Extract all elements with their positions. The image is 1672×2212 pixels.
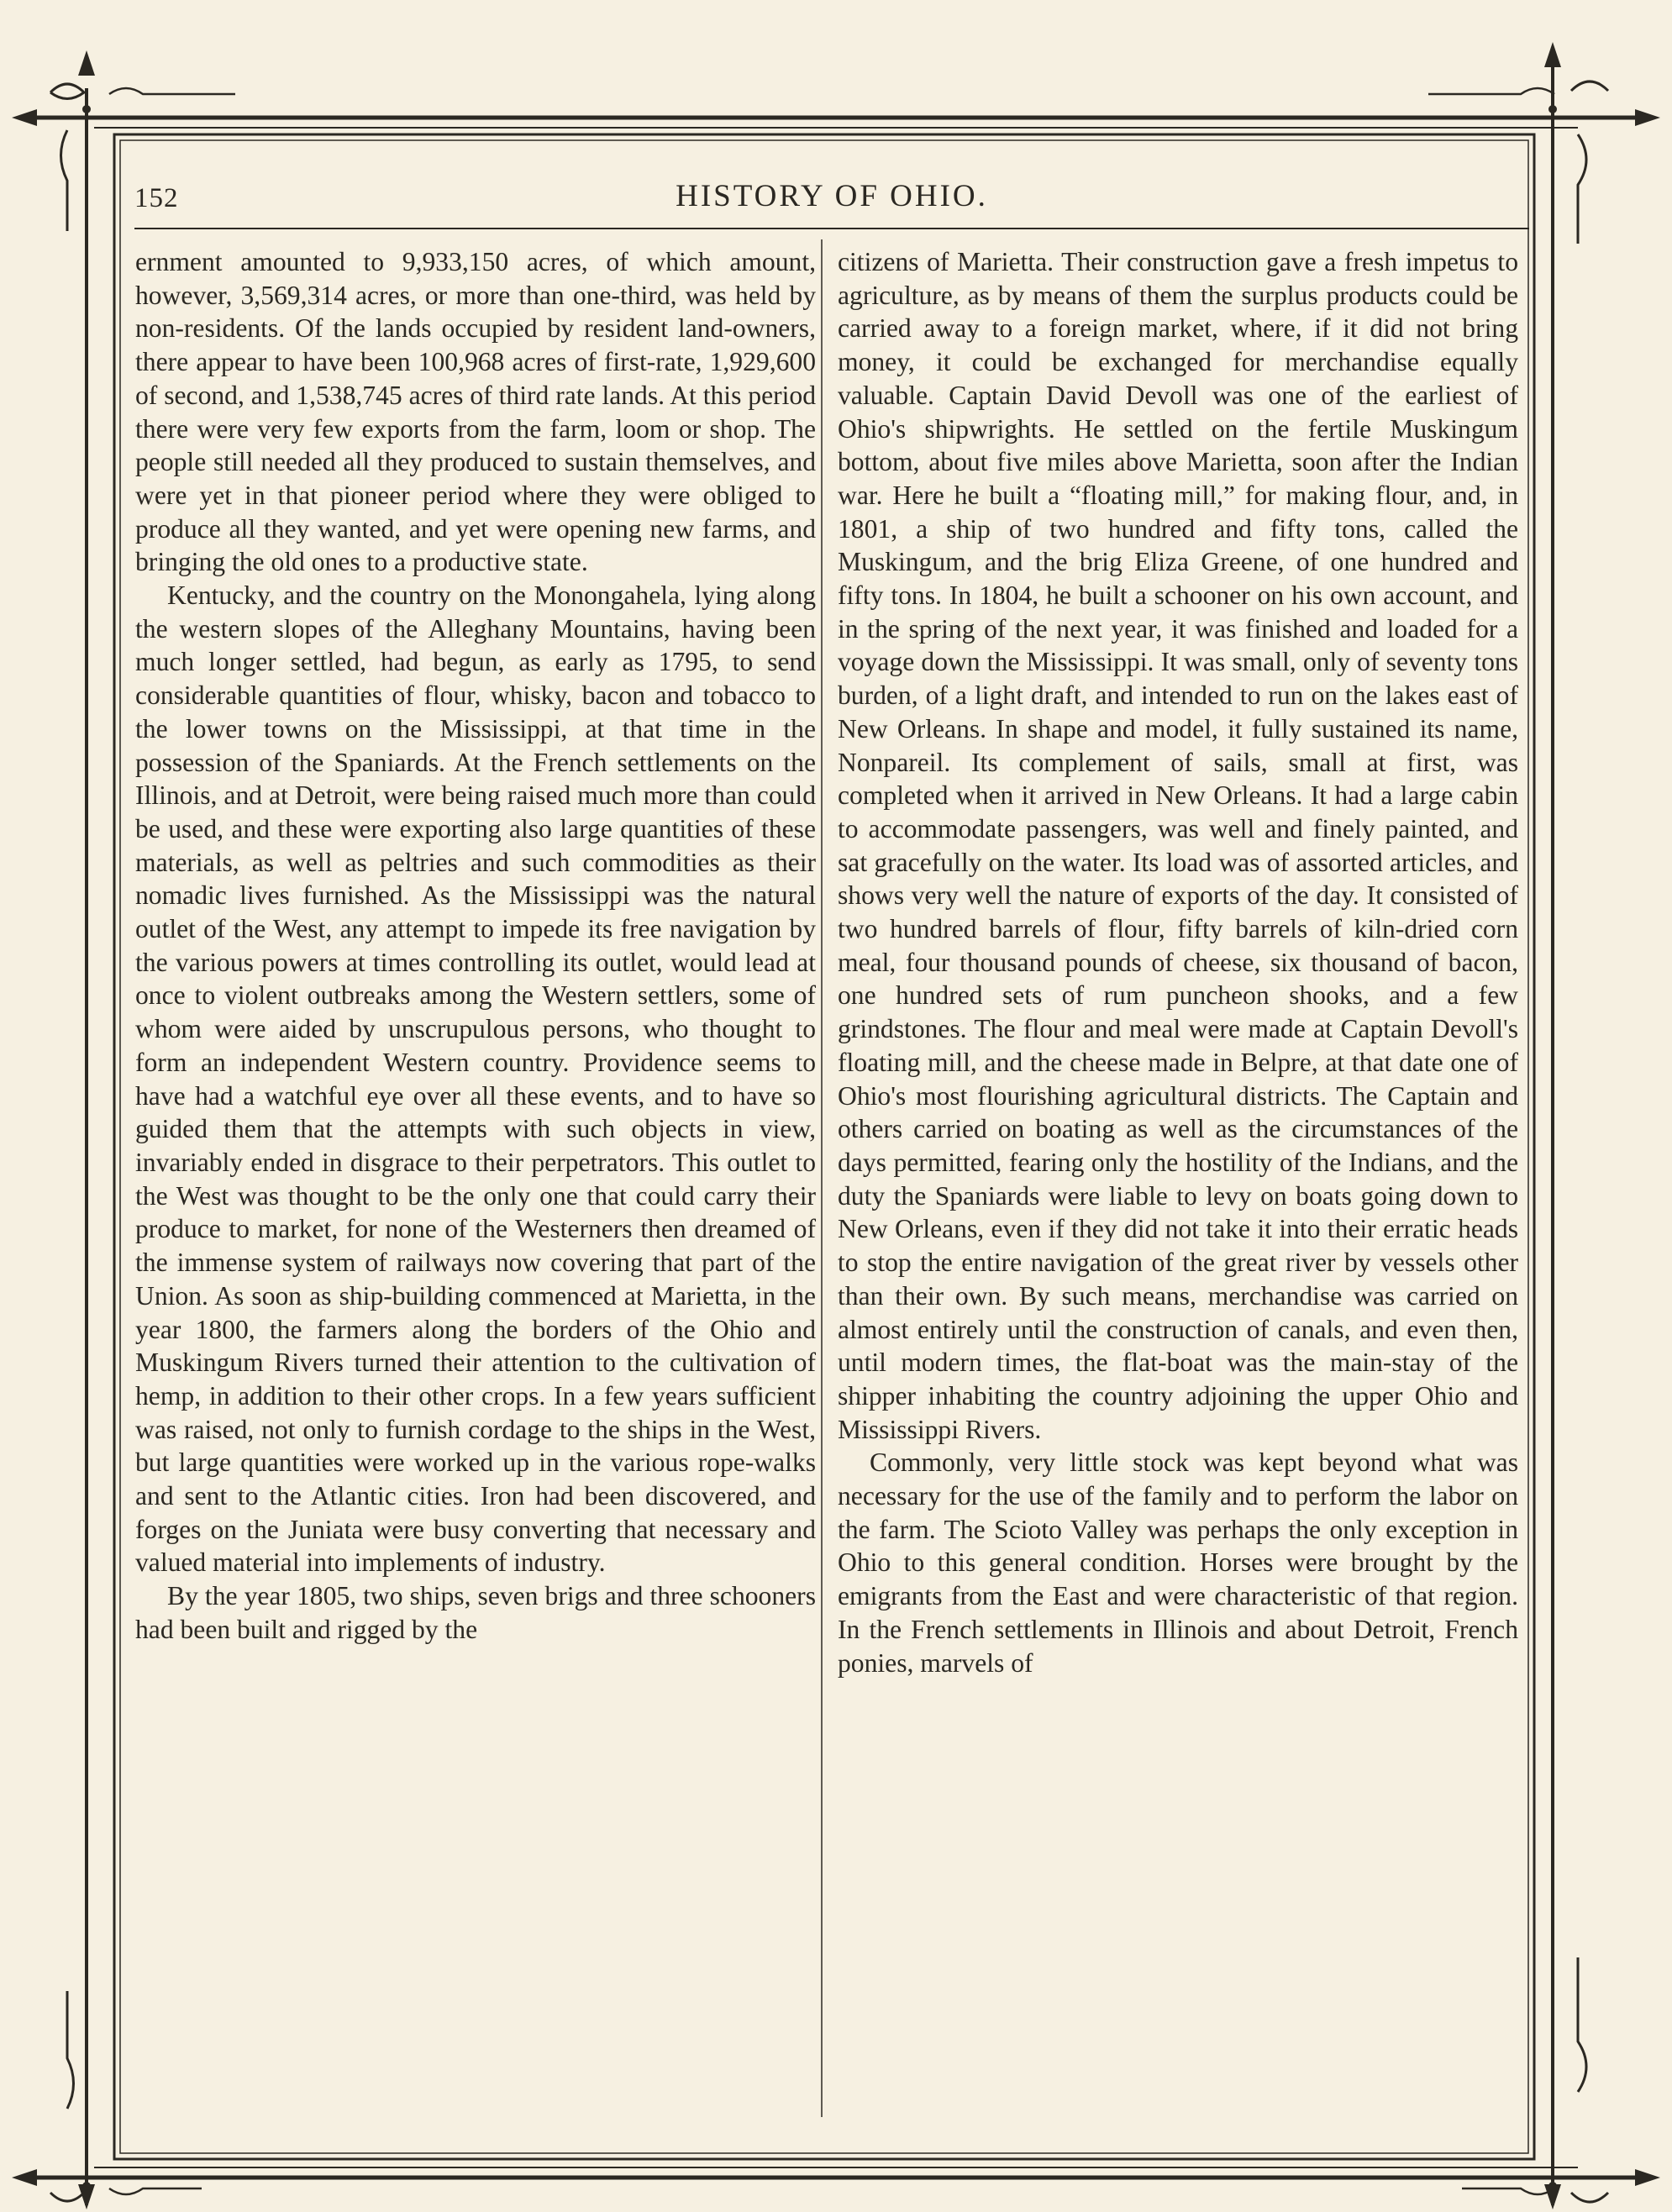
left-column: [135, 245, 816, 1647]
right-paragraph-1: citizens of Marietta. Their construction gave a fresh impetus to agriculture, as by means of them the surplus products could be carried away to a foreign market, where, if it did not bring money, it could be exchanged for merchandise equally valuable. Captain David Devoll was one of the earliest of Ohio's shipwrights. He settled on the fertile Muskingum bottom, about five miles above Marietta, soon after the Indian war. Here he built a “floating mill,” for making flour, and, in 1801, a ship of two hundred and fifty tons, called the Muskingum, and the brig Eliza Greene, of one hundred and fifty tons. In 1804, he built a schooner on his own account, and in the spring of the next year, it was finished and loaded for a voyage down the Mississippi. It was small, only of seventy tons burden, of a light draft, and intended to run on the lakes east of New Orleans. In shape and model, it fully sustained its name, Nonpareil. Its complement of sails, small at first, was completed when it arrived in New Orleans. It had a large cabin to accommodate passengers, was well and finely painted, and sat gracefully on the water. Its load was of assorted articles, and shows very well the nature of exports of the day. It consisted of two hundred barrels of flour, fifty barrels of kiln-dried corn meal, four thousand pounds of cheese, six thousand of bacon, one hundred sets of rum puncheon shooks, and a few grindstones. The flour and meal were made at Captain Devoll's floating mill, and the cheese made in Belpre, at that date one of Ohio's most flourishing agricultural districts. The Captain and others carried on boating as well as the circumstances of the days permitted, fearing only the hostility of the Indians, and the duty the Spaniards were liable to levy on boats going down to New Orleans, even if they did not take it into their erratic heads to stop the entire navigation of the great river by vessels other than their own. By such means, merchandise was carried on almost entirely until the construction of canals, and even then, until modern times, the flat-boat was the main-stay of the shipper inhabiting the country adjoining the upper Ohio and Mississippi Rivers.: [838, 247, 1518, 1444]
running-head-title: HISTORY OF OHIO.: [676, 179, 988, 213]
left-paragraph-2: Kentucky, and the country on the Monongahela, lying along the western slopes of the Alleghany Mountains, having been much longer settled, had begun, as early as 1795, to send considerable quantities of flour, whisky, bacon and tobacco to the lower towns on the Mississippi, at that time in the possession of the Spaniards. At the French settlements on the Illinois, and at Detroit, were being raised much more than could be used, and these were exporting also large quantities of these materials, as well as peltries and such commodities as their nomadic lives furnished. As the Mississippi was the natural outlet of the West, any attempt to impede its free navigation by the various powers at times controlling its outlet, would lead at once to violent outbreaks among the Western settlers, some of whom were aided by unscrupulous persons, who thought to form an independent Western country. Providence seems to have had a watchful eye over all these events, and to have so guided them that the attempts with such objects in view, invariably ended in disgrace to their perpetrators. This outlet to the West was thought to be the only one that could carry their produce to market, for none of the Westerners then dreamed of the immense system of railways now covering that part of the Union. As soon as ship-building commenced at Marietta, in the year 1800, the farmers along the borders of the Ohio and Muskingum Rivers turned their attention to the cultivation of hemp, in addition to their other crops. In a few years sufficient was raised, not only to furnish cordage to the ships in the West, but large quantities were worked up in the various rope-walks and sent to the Atlantic cities. Iron had been discovered, and forges on the Juniata were busy converting that necessary and valued material into implements of industry.: [135, 581, 816, 1578]
page-number: 152: [134, 183, 179, 213]
left-paragraph-3: By the year 1805, two ships, seven brigs and three schooners had been built and rigged by the: [135, 1581, 816, 1644]
left-paragraph-1: ernment amounted to 9,933,150 acres, of which amount, however, 3,569,314 acres, or more than one-third, was held by non-residents. Of the lands occupied by resident land-owners, there appear to have been 100,968 acres of first-rate, 1,929,600 of second, and 1,538,745 acres of third rate lands. At this period there were very few exports from the farm, loom or shop. The people still needed all they produced to sustain themselves, and were yet in that pioneer period where they were obliged to produce all they wanted, and yet were opening new farms, and bringing the old ones to a productive state.: [135, 247, 816, 577]
right-column: [838, 245, 1518, 1679]
page-header: [134, 176, 1529, 227]
right-paragraph-2: Commonly, very little stock was kept beyond what was necessary for the use of the family and to perform the labor on the farm. The Scioto Valley was perhaps the only exception in Ohio to this general condition. Horses were brought by the emigrants from the East and were characteristic of that region. In the French settlements in Illinois and about Detroit, French ponies, marvels of: [838, 1448, 1518, 1678]
